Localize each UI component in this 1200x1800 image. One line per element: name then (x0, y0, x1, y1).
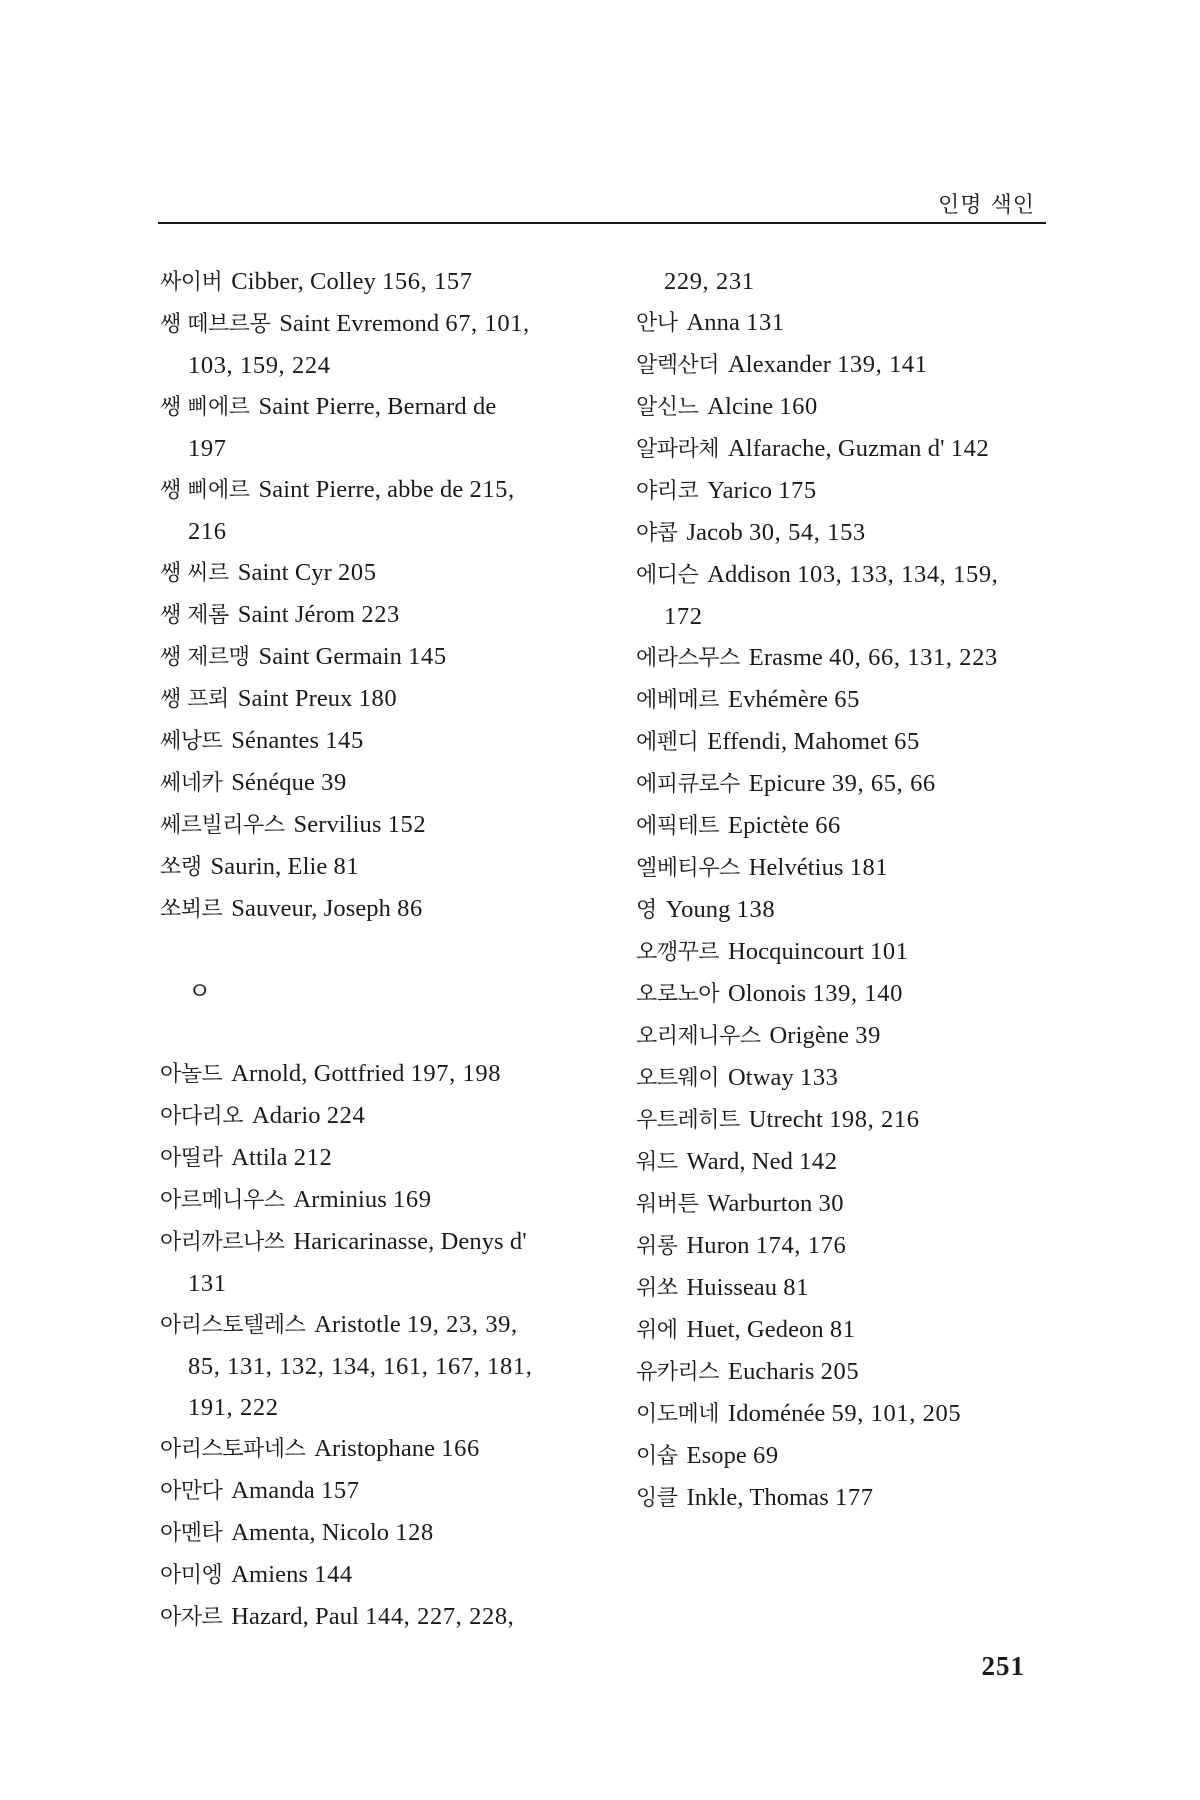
index-entry (636, 637, 1056, 679)
entry-original-name: Erasme (748, 644, 823, 671)
entry-original-name: Amiens (231, 1561, 309, 1588)
entry-original-name: Aristophane (314, 1435, 436, 1462)
entry-pages: 142 (950, 435, 990, 462)
entry-korean-name: 쌩 제르맹 (160, 645, 250, 670)
entry-korean-name: 에피큐로수 (636, 772, 740, 797)
entry-original-name: Arminius (293, 1186, 387, 1213)
index-entry (636, 1057, 1056, 1099)
index-entry (636, 1015, 1056, 1057)
entry-korean-name: 아리스토텔레스 (160, 1313, 306, 1338)
entry-korean-name: 쌩 떼브르몽 (160, 312, 271, 337)
entry-original-name: Hazard, Paul (231, 1603, 359, 1630)
entry-pages: 223 (361, 601, 400, 628)
index-entry (160, 804, 580, 846)
entry-korean-name: 쌩 삐에르 (160, 478, 250, 503)
running-head: 인명 색인 (937, 193, 1035, 218)
entry-original-name: Amanda (231, 1477, 315, 1504)
entry-korean-name: 에베메르 (636, 688, 720, 713)
index-entry (636, 805, 1056, 847)
index-entry (160, 1053, 580, 1095)
entry-korean-name: 이도메네 (636, 1402, 720, 1427)
entry-pages: 198, 216 (829, 1106, 920, 1133)
entry-original-name: Sauveur, Joseph (231, 895, 392, 922)
entry-pages: 205 (338, 559, 377, 586)
entry-pages: 197, 198 (410, 1060, 502, 1087)
entry-pages: 39 (855, 1022, 881, 1049)
index-entry (160, 1512, 580, 1554)
entry-original-name: Origène (769, 1022, 850, 1049)
index-entry (160, 469, 580, 511)
index-entry (636, 1183, 1056, 1225)
entry-original-name: Saint Preux (237, 685, 353, 712)
entry-original-name: Effendi, Mahomet (707, 728, 889, 755)
index-entry (636, 679, 1056, 721)
entry-pages: 86 (397, 895, 423, 922)
entry-korean-name: 쎄낭뜨 (160, 729, 223, 754)
entry-pages: 69 (753, 1442, 779, 1469)
entry-korean-name: 아미엥 (160, 1563, 223, 1588)
index-entry (160, 1221, 580, 1263)
entry-korean-name: 워버튼 (636, 1192, 699, 1217)
entry-pages: 65 (894, 728, 920, 755)
index-entry (160, 720, 580, 762)
index-section-o-continued (636, 302, 1056, 1519)
entry-korean-name: 아다리오 (160, 1104, 244, 1129)
entry-korean-name: 야콥 (636, 521, 678, 546)
entry-original-name: Inkle, Thomas (686, 1484, 829, 1511)
entry-original-name: Cibber, Colley (231, 268, 376, 295)
entry-original-name: Epictète (728, 812, 810, 839)
entry-original-name: Epicure (748, 770, 826, 797)
entry-pages: 65 (834, 686, 860, 713)
section-letter: ㅇ (188, 977, 212, 1005)
index-entry (160, 386, 580, 428)
index-entry (636, 1477, 1056, 1519)
entry-original-name: Esope (686, 1442, 747, 1469)
index-entry (160, 1554, 580, 1596)
entry-original-name: Alcine (707, 393, 774, 420)
entry-korean-name: 야리코 (636, 479, 699, 504)
entry-korean-name: 위쏘 (636, 1276, 678, 1301)
entry-pages: 144, 227, 228, (365, 1603, 515, 1630)
entry-continuation: 131 (188, 1270, 227, 1297)
entry-korean-name: 아리까르나쓰 (160, 1230, 285, 1255)
index-section-o (160, 1053, 580, 1638)
entry-pages: 66 (815, 812, 841, 839)
entry-pages: 156, 157 (382, 268, 473, 295)
entry-korean-name: 오트웨이 (636, 1066, 720, 1091)
entry-pages: 30, 54, 153 (748, 519, 866, 546)
entry-korean-name: 위에 (636, 1318, 678, 1343)
header-rule (158, 222, 1046, 224)
entry-korean-name: 아리스토파네스 (160, 1437, 306, 1462)
entry-original-name: Eucharis (728, 1358, 815, 1385)
entry-original-name: Warburton (707, 1190, 813, 1217)
entry-korean-name: 알파라체 (636, 437, 720, 462)
entry-korean-name: 아멘타 (160, 1521, 223, 1546)
index-entry (160, 1095, 580, 1137)
entry-continuation: 229, 231 (664, 268, 755, 295)
entry-korean-name: 아만다 (160, 1479, 223, 1504)
entry-continuation: 216 (188, 518, 227, 545)
index-entry (160, 678, 580, 720)
index-entry (160, 552, 580, 594)
entry-korean-name: 쌩 제롬 (160, 603, 229, 628)
entry-korean-name: 이솝 (636, 1444, 678, 1469)
index-entry (160, 636, 580, 678)
entry-pages: 145 (408, 643, 447, 670)
entry-korean-name: 쎄네카 (160, 771, 223, 796)
entry-pages: 215, (469, 476, 515, 503)
page-number: 251 (981, 1651, 1025, 1681)
index-entry (160, 1137, 580, 1179)
index-entry (636, 1435, 1056, 1477)
entry-continuation: 103, 159, 224 (188, 352, 331, 379)
entry-korean-name: 유카리스 (636, 1360, 720, 1385)
entry-pages: 152 (387, 811, 427, 838)
entry-korean-name: 오깽꾸르 (636, 940, 720, 965)
entry-korean-name: 에픽테트 (636, 814, 720, 839)
entry-korean-name: 싸이버 (160, 270, 223, 295)
entry-korean-name: 우트레히트 (636, 1108, 740, 1133)
entry-pages: 177 (835, 1484, 874, 1511)
entry-pages: 139, 140 (812, 980, 903, 1007)
entry-pages: 81 (829, 1316, 856, 1343)
entry-original-name: Saint Cyr (237, 559, 332, 586)
entry-pages: 157 (321, 1477, 360, 1504)
entry-korean-name: 엘베티우스 (636, 856, 740, 881)
entry-original-name: Helvétius (748, 854, 844, 881)
entry-korean-name: 안나 (636, 311, 678, 336)
entry-pages: 166 (441, 1435, 480, 1462)
entry-original-name: Sénantes (231, 727, 320, 754)
entry-korean-name: 잉클 (636, 1486, 678, 1511)
entry-pages: 81 (333, 853, 360, 880)
entry-original-name: Yarico (707, 477, 773, 504)
entry-original-name: Huet, Gedeon (686, 1316, 824, 1343)
index-entry (636, 1393, 1056, 1435)
entry-original-name: Utrecht (748, 1106, 823, 1133)
entry-original-name: Anna (686, 309, 740, 336)
entry-korean-name: 에라스무스 (636, 646, 740, 671)
entry-pages: 139, 141 (837, 351, 928, 378)
entry-pages: 212 (293, 1144, 333, 1171)
index-entry (636, 1225, 1056, 1267)
entry-pages: 142 (799, 1148, 838, 1175)
entry-original-name: Idoménée (728, 1400, 826, 1427)
entry-korean-name: 쏘랭 (160, 855, 202, 880)
entry-pages: 30 (818, 1190, 845, 1217)
entry-original-name: Huron (686, 1232, 750, 1259)
entry-original-name: Alexander (728, 351, 831, 378)
entry-pages: 103, 133, 134, 159, (797, 561, 999, 588)
entry-original-name: Amenta, Nicolo (231, 1519, 390, 1546)
entry-pages: 144 (314, 1561, 353, 1588)
entry-pages: 160 (779, 393, 818, 420)
entry-original-name: Haricarinasse, Denys d' (293, 1228, 527, 1255)
entry-original-name: Otway (728, 1064, 794, 1091)
index-entry (636, 973, 1056, 1015)
entry-original-name: Young (665, 896, 731, 923)
index-column-right (636, 261, 1056, 1519)
entry-pages: 40, 66, 131, 223 (828, 644, 998, 671)
entry-pages: 138 (736, 896, 776, 923)
index-entry (636, 931, 1056, 973)
entry-original-name: Evhémère (728, 686, 829, 713)
index-entry (160, 1470, 580, 1512)
entry-original-name: Attila (231, 1144, 288, 1171)
entry-continuation: 191, 222 (188, 1394, 279, 1421)
entry-korean-name: 아르메니우스 (160, 1188, 285, 1213)
entry-original-name: Sénéque (231, 769, 315, 796)
entry-korean-name: 영 (636, 898, 657, 923)
entry-pages: 131 (746, 309, 785, 336)
index-entry (160, 762, 580, 804)
index-entry (636, 554, 1056, 596)
index-entry (636, 1267, 1056, 1309)
index-entry (160, 594, 580, 636)
entry-pages: 205 (820, 1358, 860, 1385)
index-entry (160, 888, 580, 930)
entry-continuation: 172 (664, 603, 703, 630)
index-entry (636, 1099, 1056, 1141)
index-column-left (160, 261, 580, 1638)
entry-pages: 145 (325, 727, 364, 754)
index-entry (636, 1309, 1056, 1351)
entry-pages: 180 (358, 685, 398, 712)
entry-korean-name: 에디슨 (636, 563, 699, 588)
entry-pages: 19, 23, 39, (407, 1311, 518, 1338)
entry-original-name: Alfarache, Guzman d' (728, 435, 945, 462)
entry-original-name: Saint Jérom (237, 601, 356, 628)
entry-original-name: Saurin, Elie (210, 853, 328, 880)
index-entry (160, 1596, 580, 1638)
index-entry (636, 470, 1056, 512)
entry-korean-name: 쌩 씨르 (160, 561, 229, 586)
entry-korean-name: 오로노아 (636, 982, 720, 1007)
entry-pages: 169 (393, 1186, 432, 1213)
entry-pages: 67, 101, (445, 310, 530, 337)
entry-original-name: Saint Pierre, Bernard de (258, 393, 497, 420)
entry-pages: 81 (783, 1274, 809, 1301)
entry-original-name: Saint Evremond (279, 310, 440, 337)
entry-korean-name: 알신느 (636, 395, 699, 420)
entry-pages: 39, 65, 66 (831, 770, 936, 797)
index-entry (636, 428, 1056, 470)
index-entry (160, 303, 580, 345)
entry-original-name: Servilius (293, 811, 382, 838)
index-entry (160, 261, 580, 303)
index-entry (160, 1179, 580, 1221)
entry-korean-name: 아놀드 (160, 1062, 223, 1087)
entry-pages: 181 (849, 854, 889, 881)
index-entry (636, 1141, 1056, 1183)
entry-original-name: Aristotle (314, 1311, 401, 1338)
entry-original-name: Addison (707, 561, 791, 588)
entry-original-name: Arnold, Gottfried (231, 1060, 405, 1087)
index-entry (636, 512, 1056, 554)
index-entry (636, 386, 1056, 428)
entry-pages: 133 (799, 1064, 839, 1091)
entry-continuation: 85, 131, 132, 134, 161, 167, 181, (188, 1353, 533, 1380)
entry-original-name: Huisseau (686, 1274, 778, 1301)
entry-original-name: Saint Pierre, abbe de (258, 476, 464, 503)
entry-original-name: Jacob (686, 519, 743, 546)
index-entry (160, 1428, 580, 1470)
index-entry (636, 763, 1056, 805)
entry-korean-name: 에펜디 (636, 730, 699, 755)
entry-korean-name: 위롱 (636, 1234, 678, 1259)
entry-korean-name: 쏘뵈르 (160, 897, 223, 922)
entry-pages: 128 (395, 1519, 434, 1546)
index-entry (636, 344, 1056, 386)
entry-continuation: 197 (188, 435, 227, 462)
entry-korean-name: 쌩 삐에르 (160, 395, 250, 420)
entry-korean-name: 아자르 (160, 1605, 223, 1630)
entry-korean-name: 쎄르빌리우스 (160, 813, 285, 838)
entry-korean-name: 아띨라 (160, 1146, 223, 1171)
index-entry (636, 721, 1056, 763)
entry-korean-name: 오리제니우스 (636, 1024, 761, 1049)
index-entry (636, 889, 1056, 931)
entry-original-name: Saint Germain (258, 643, 403, 670)
index-entry (636, 1351, 1056, 1393)
entry-pages: 39 (321, 769, 347, 796)
entry-original-name: Ward, Ned (686, 1148, 793, 1175)
entry-pages: 224 (326, 1102, 366, 1129)
entry-pages: 59, 101, 205 (831, 1400, 962, 1427)
index-entry (636, 847, 1056, 889)
entry-original-name: Adario (252, 1102, 321, 1129)
entry-pages: 101 (870, 938, 909, 965)
entry-korean-name: 워드 (636, 1150, 678, 1175)
entry-korean-name: 쌩 프뢰 (160, 687, 229, 712)
index-entry (160, 1304, 580, 1346)
entry-original-name: Hocquincourt (728, 938, 864, 965)
entry-pages: 174, 176 (755, 1232, 847, 1259)
index-section-s (160, 261, 580, 930)
index-entry (160, 846, 580, 888)
entry-pages: 175 (778, 477, 817, 504)
index-entry (636, 302, 1056, 344)
entry-original-name: Olonois (728, 980, 807, 1007)
entry-korean-name: 알렉산더 (636, 353, 720, 378)
